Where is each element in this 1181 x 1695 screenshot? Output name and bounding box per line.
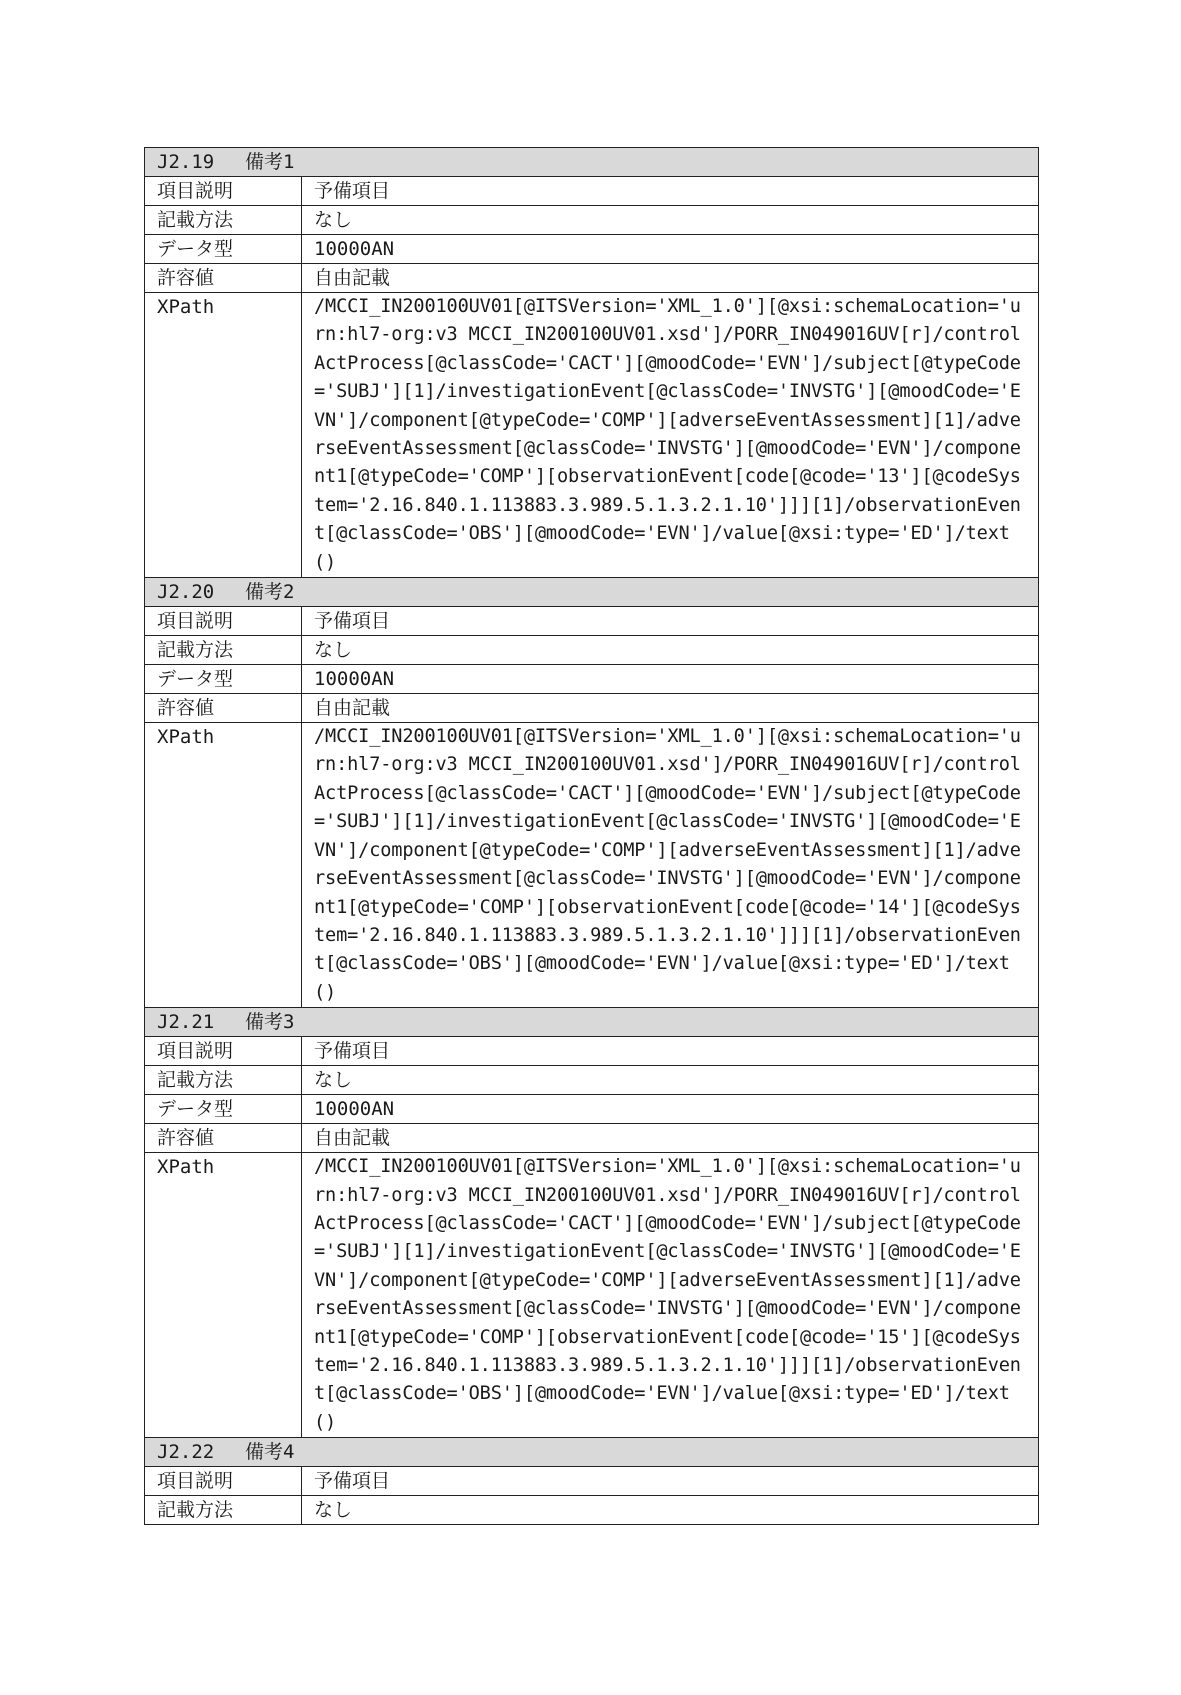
section-title: 備考3 (245, 1011, 295, 1034)
field-label: XPath (145, 293, 302, 578)
field-label: 許容値 (145, 1124, 302, 1153)
field-label: 記載方法 (145, 636, 302, 665)
xpath-value: /MCCI_IN200100UV01[@ITSVersion='XML_1.0'][@xsi:schemaLocation='urn:hl7-org:v3 MCCI_IN200100UV01.xsd']/PORR_IN049016UV[r]/controlActProcess[@classCode='CACT'][@moodCode='EVN']/subject[@typeCode='SUBJ'][1]/investigationEvent[@classCode='INVSTG'][@moodCode='EVN']/component[@typeCode='COMP'][adverseEventAssessment][1]/adverseEventAssessment[@classCode='INVSTG'][@moodCode='EVN']/component1[@typeCode='COMP'][observationEvent[code[@code='14'][@codeSystem='2.16.840.1.113883.3.989.5.1.3.2.1.10']]][1]/observationEvent[@classCode='OBS'][@moodCode='EVN']/value[@xsi:type='ED']/text() (302, 723, 1039, 1008)
field-label: 項目説明 (145, 1467, 302, 1496)
section-header-row (145, 1008, 1039, 1037)
field-label: 項目説明 (145, 607, 302, 636)
field-label: XPath (145, 723, 302, 1008)
field-label: XPath (145, 1153, 302, 1438)
xpath-value: /MCCI_IN200100UV01[@ITSVersion='XML_1.0'][@xsi:schemaLocation='urn:hl7-org:v3 MCCI_IN200100UV01.xsd']/PORR_IN049016UV[r]/controlActProcess[@classCode='CACT'][@moodCode='EVN']/subject[@typeCode='SUBJ'][1]/investigationEvent[@classCode='INVSTG'][@moodCode='EVN']/component[@typeCode='COMP'][adverseEventAssessment][1]/adverseEventAssessment[@classCode='INVSTG'][@moodCode='EVN']/component1[@typeCode='COMP'][observationEvent[code[@code='15'][@codeSystem='2.16.840.1.113883.3.989.5.1.3.2.1.10']]][1]/observationEvent[@classCode='OBS'][@moodCode='EVN']/value[@xsi:type='ED']/text() (302, 1153, 1039, 1438)
field-row-description (145, 177, 1039, 206)
field-row-method (145, 636, 1039, 665)
field-row-allowed (145, 1124, 1039, 1153)
field-row-description (145, 1037, 1039, 1066)
section-id: J2.21 (157, 1011, 215, 1034)
field-label: 許容値 (145, 694, 302, 723)
field-row-datatype (145, 665, 1039, 694)
section-header (145, 1438, 1039, 1467)
field-value: なし (302, 206, 1039, 235)
field-value: 予備項目 (302, 1467, 1039, 1496)
field-row-method (145, 1496, 1039, 1525)
field-value: なし (302, 1066, 1039, 1095)
section-id: J2.20 (157, 581, 215, 604)
field-label: 記載方法 (145, 1496, 302, 1525)
field-label: 許容値 (145, 264, 302, 293)
field-label: データ型 (145, 665, 302, 694)
field-label: 記載方法 (145, 206, 302, 235)
field-row-xpath (145, 293, 1039, 578)
field-value: 10000AN (302, 235, 1039, 264)
field-value: 予備項目 (302, 1037, 1039, 1066)
section-title: 備考2 (245, 581, 295, 604)
field-row-method (145, 1066, 1039, 1095)
field-label: 項目説明 (145, 177, 302, 206)
field-label: データ型 (145, 1095, 302, 1124)
field-row-xpath (145, 1153, 1039, 1438)
field-value: なし (302, 636, 1039, 665)
section-title: 備考1 (245, 151, 295, 173)
section-id: J2.19 (157, 151, 215, 173)
section-title: 備考4 (245, 1441, 295, 1464)
field-row-allowed (145, 264, 1039, 293)
field-row-datatype (145, 1095, 1039, 1124)
section-header-row (145, 148, 1039, 177)
field-row-allowed (145, 694, 1039, 723)
field-row-datatype (145, 235, 1039, 264)
field-value: 自由記載 (302, 694, 1039, 723)
field-label: 項目説明 (145, 1037, 302, 1066)
field-value: 10000AN (302, 665, 1039, 694)
field-value: 自由記載 (302, 1124, 1039, 1153)
field-value: なし (302, 1496, 1039, 1525)
section-header-row (145, 578, 1039, 607)
field-value: 10000AN (302, 1095, 1039, 1124)
xpath-value: /MCCI_IN200100UV01[@ITSVersion='XML_1.0'][@xsi:schemaLocation='urn:hl7-org:v3 MCCI_IN200100UV01.xsd']/PORR_IN049016UV[r]/controlActProcess[@classCode='CACT'][@moodCode='EVN']/subject[@typeCode='SUBJ'][1]/investigationEvent[@classCode='INVSTG'][@moodCode='EVN']/component[@typeCode='COMP'][adverseEventAssessment][1]/adverseEventAssessment[@classCode='INVSTG'][@moodCode='EVN']/component1[@typeCode='COMP'][observationEvent[code[@code='13'][@codeSystem='2.16.840.1.113883.3.989.5.1.3.2.1.10']]][1]/observationEvent[@classCode='OBS'][@moodCode='EVN']/value[@xsi:type='ED']/text() (302, 293, 1039, 578)
field-row-method (145, 206, 1039, 235)
field-row-description (145, 607, 1039, 636)
field-row-description (145, 1467, 1039, 1496)
field-label: 記載方法 (145, 1066, 302, 1095)
section-header (145, 578, 1039, 607)
section-id: J2.22 (157, 1441, 215, 1464)
section-header (145, 1008, 1039, 1037)
field-value: 予備項目 (302, 177, 1039, 206)
section-header (145, 148, 1039, 177)
field-row-xpath (145, 723, 1039, 1008)
spec-table (144, 147, 1039, 1525)
section-header-row (145, 1438, 1039, 1467)
field-label: データ型 (145, 235, 302, 264)
field-value: 自由記載 (302, 264, 1039, 293)
field-value: 予備項目 (302, 607, 1039, 636)
